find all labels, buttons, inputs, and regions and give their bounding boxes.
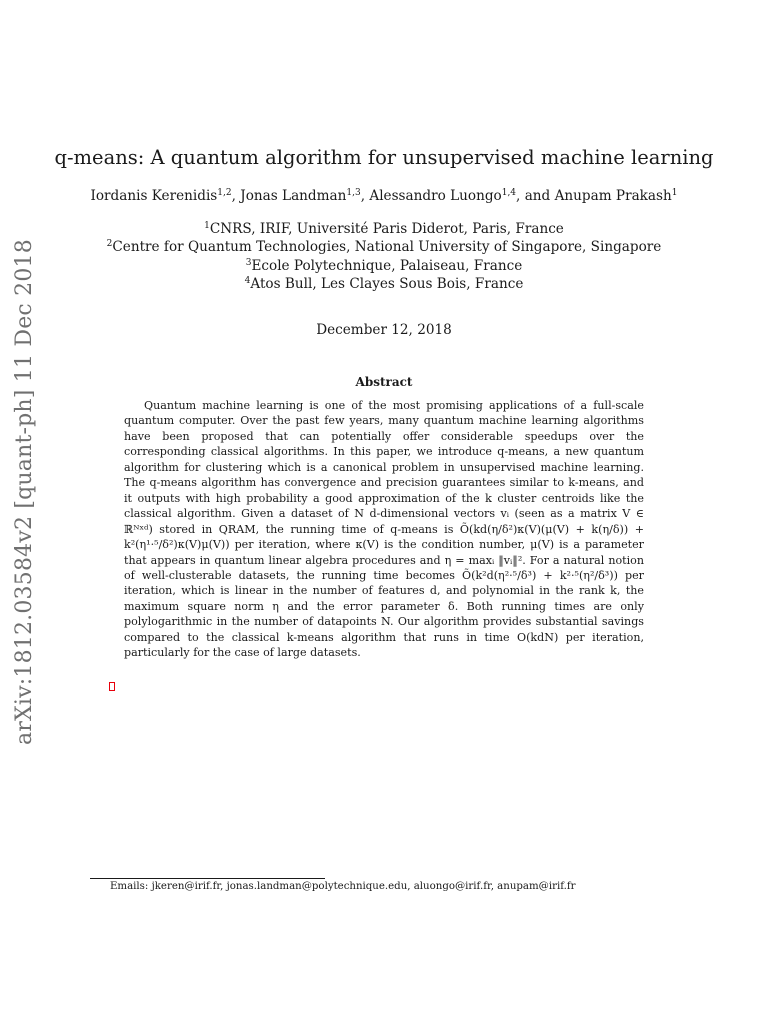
author-affil-mark: 1 (671, 188, 678, 198)
author-affil-mark: 1,4 (501, 188, 517, 198)
affiliation (0, 220, 768, 238)
footnote-rule (90, 878, 325, 879)
affiliation-mark: 2 (106, 239, 113, 250)
author-name: Alessandro Luongo (369, 188, 502, 204)
affiliation-text: CNRS, IRIF, Université Paris Diderot, Paris, France (209, 221, 564, 237)
author-separator: , (360, 188, 370, 204)
affiliation-text: Ecole Polytechnique, Palaiseau, France (251, 257, 523, 274)
affiliation-text: Centre for Quantum Technologies, National University of Singapore, Singapore (112, 239, 662, 256)
publication-date: December 12, 2018 (316, 322, 452, 338)
abstract-paragraph: Quantum machine learning is one of the most promising applications of a full-scale quantum computer. Over the past few years, many quantum machine learning algorithms have been proposed that can potentially offer considerable speedups over the corresponding classical algorithms. In this paper, we introduce q-means, a new quantum algorithm for clustering which is a canonical problem in unsupervised machine learning. The q-means algorithm has convergence and precision guarantees similar to k-means, and it outputs with high probability a good approximation of the k cluster centroids like the classical algorithm. Given a dataset of N d-dimensional vectors vᵢ (seen as a matrix V ∈ ℝᴺˣᵈ) stored in QRAM, the running time of q-means is Õ(kd(η/δ²)κ(V)(μ(V) + k(η/δ)) + k²(η¹·⁵/δ²)κ(V)μ(V)) per iteration, where κ(V) is the condition number, μ(V) is a parameter that appears in quantum linear algebra procedures and η = maxᵢ ‖vᵢ‖². For a natural notion of well-clusterable datasets, the running time becomes Õ(k²d(η²·⁵/δ³) + k²·⁵(η²/δ³)) per iteration, which is linear in the number of features d, and polynomial in the rank k, the maximum square norm η and the error parameter δ. Both running times are only polylogarithmic in the number of datapoints N. Our algorithm provides substantial savings compared to the classical k-means algorithm that runs in time O(kdN) per iteration, particularly for the case of large datasets. (124, 399, 644, 660)
paper-title: q-means: A quantum algorithm for unsupervised machine learning (54, 146, 714, 169)
author-name: Anupam Prakash (554, 188, 672, 204)
affiliation (0, 238, 768, 256)
affiliation (0, 275, 768, 293)
author-separator: , and (516, 188, 555, 204)
affiliation (0, 257, 768, 275)
affiliation-text: Atos Bull, Les Clayes Sous Bois, France (250, 275, 524, 292)
abstract-body (124, 398, 644, 661)
footnote-emails: Emails: jkeren@irif.fr, jonas.landman@polytechnique.edu, aluongo@irif.fr, anupam@irif.fr (110, 881, 576, 892)
affiliation-list (0, 220, 768, 293)
author-name: Iordanis Kerenidis (90, 188, 218, 204)
affiliation-mark: 1 (204, 221, 210, 231)
abstract-heading: Abstract (355, 375, 413, 389)
affiliation-mark: 3 (245, 257, 252, 268)
author-list (0, 188, 768, 204)
author-name: Jonas Landman (240, 188, 347, 204)
author-separator: , (231, 188, 241, 204)
affiliation-mark: 4 (244, 275, 251, 286)
arxiv-identifier-stamp: arXiv:1812.03584v2 [quant-ph] 11 Dec 2018 (12, 239, 37, 745)
author-affil-mark: 1,3 (346, 188, 361, 198)
red-marker-icon (109, 682, 115, 691)
author-affil-mark: 1,2 (217, 188, 232, 198)
